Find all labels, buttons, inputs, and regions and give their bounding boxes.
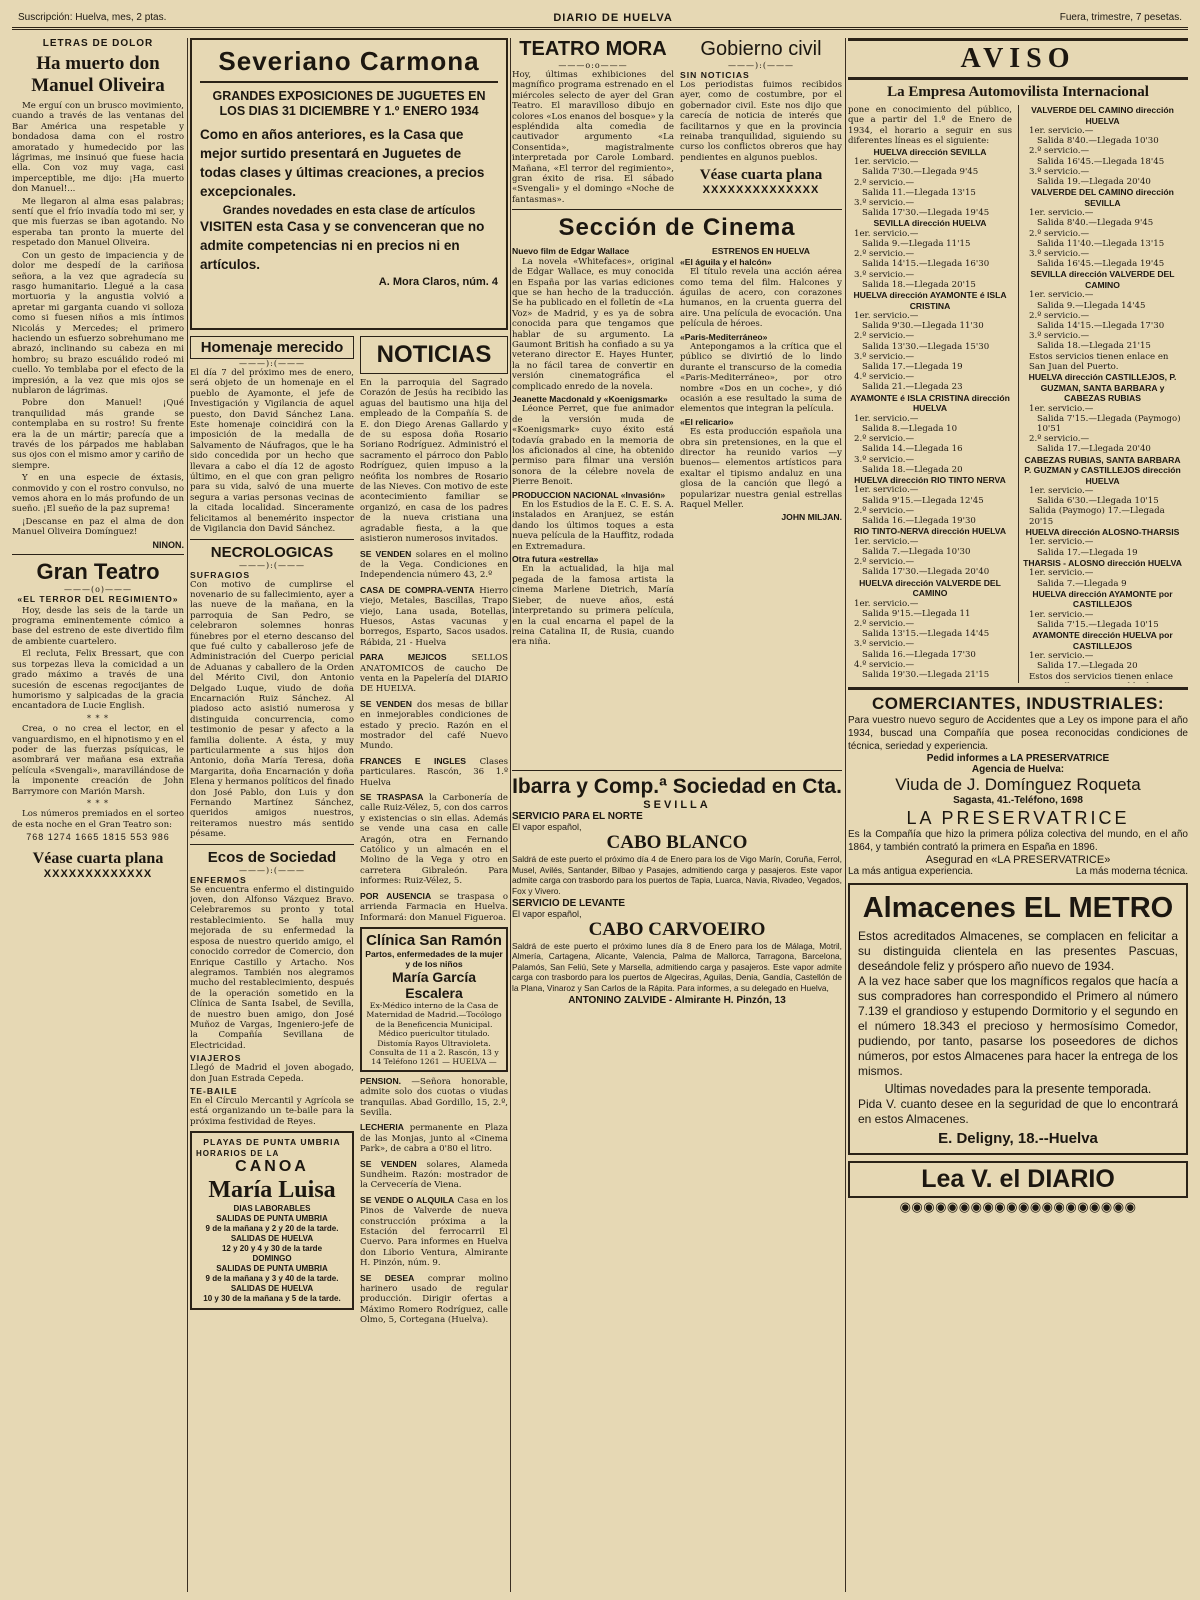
- ad-title: Severiano Carmona: [200, 46, 498, 83]
- article-body: [12, 606, 184, 831]
- schedule-line: 3.º servicio.—: [854, 639, 915, 650]
- schedule-line: 1er. servicio.—: [1029, 208, 1094, 219]
- metro-text: Pida V. cuanto desee en la seguridad de que lo encontrará en estos Almacenes.: [858, 1097, 1178, 1126]
- paragraph: ¡Descanse en paz el alma de don Manuel Oliveira Domínguez!: [12, 516, 184, 538]
- ad-line: VISITEN esta Casa y se convenceran que no admite competencias ni en precios ni en artículos.: [200, 219, 485, 272]
- route-heading: HUELVA dirección RIO TINTO NERVA: [854, 474, 1006, 485]
- boat-name: María Luisa: [208, 1177, 336, 1204]
- schedule-line: Salida 18.—Llegada 20'15: [862, 279, 976, 290]
- schedule-line: Salida 13'30.—Llegada 15'30: [862, 341, 990, 352]
- ibarra-service: SERVICIO PARA EL NORTE: [512, 811, 643, 823]
- ornament-row: ◉◉◉◉◉◉◉◉◉◉◉◉◉◉◉◉◉◉◉◉: [899, 1200, 1137, 1215]
- schedule-line: 3.º servicio.—: [1029, 331, 1090, 342]
- classified-ads: [360, 549, 508, 923]
- canoa-label: CANOA: [235, 1158, 309, 1176]
- article-kicker: TE-BAILE: [190, 1085, 238, 1096]
- schedule-line: Salida 13'15.—Llegada 14'45: [862, 629, 990, 640]
- schedule-line: 1er. servicio.—: [1029, 568, 1094, 579]
- schedule-line: 2.º servicio.—: [854, 618, 915, 629]
- preservatrice-text: Es la Compañía que hizo la primera póliza colectiva del mundo, en el año 1864, y también contrató la primera en España en 1896.: [848, 829, 1188, 853]
- insurance-address: Sagasta, 41.-Teléfono, 1698: [953, 795, 1083, 806]
- schedule-line: Salida 17'30.—Llegada 19'45: [862, 208, 990, 219]
- canoa-schedule: [190, 1131, 354, 1310]
- ad-lead: PARA MEJICOS: [360, 652, 447, 663]
- section-title: Sección de Cinema: [558, 214, 796, 242]
- schedule-line: 2.º servicio.—: [854, 505, 915, 516]
- schedule-line: 3.º servicio.—: [854, 454, 915, 465]
- article-kicker: SUFRAGIOS: [190, 569, 251, 580]
- schedule-line: DIAS LABORABLES: [233, 1204, 311, 1214]
- tagline: La más antigua experiencia.: [848, 866, 974, 877]
- schedule-line: 1er. servicio.—: [1029, 126, 1094, 136]
- divider: [512, 209, 842, 210]
- theatre-mora-article: [512, 38, 674, 205]
- schedule-left: [848, 105, 1012, 683]
- cinema-left: [512, 246, 674, 766]
- classified-ad: [360, 1159, 508, 1191]
- classified-ad: [360, 891, 508, 923]
- right-subcolumn: [360, 336, 508, 1330]
- insurance-agent: Viuda de J. Domínguez Roqueta: [895, 775, 1141, 794]
- cinema-kicker: «Paris-Mediterráneo»: [680, 331, 768, 342]
- route-heading: RIO TINTO-NERVA dirección HUELVA: [853, 526, 1007, 537]
- insurance-title: COMERCIANTES, INDUSTRIALES:: [871, 694, 1165, 713]
- paragraph: Hoy, desde las seis de la tarde un programa eminentemente cómico a base del estreno de este divertido film de ambiente cuartelero.: [12, 605, 184, 647]
- article-signature: NINON.: [152, 539, 184, 550]
- schedule-line: Salida 7.—Llegada 9: [1037, 578, 1127, 589]
- schedule-line: 2.º servicio.—: [1029, 310, 1090, 321]
- classified-ad: [360, 585, 508, 648]
- schedule-line: Salida 19.—Llegada 20'40: [1037, 177, 1151, 188]
- ad-lead: CASA DE COMPRA-VENTA: [360, 584, 475, 595]
- cinema-kicker: PRODUCCION NACIONAL «Invasión»: [512, 489, 666, 500]
- ad-lead: POR AUSENCIA: [360, 890, 432, 901]
- column-rule: [845, 38, 846, 1592]
- subscription-local: Suscripción: Huelva, mes, 2 ptas.: [18, 12, 167, 23]
- route-heading: HUELVA dirección CASTILLEJOS, P. GUZMAN, SANTA BARBARA y CABEZAS RUBIAS: [1028, 372, 1177, 404]
- insurance-ad: [848, 694, 1188, 877]
- classified-ad: [360, 792, 508, 887]
- route-heading: HUELVA dirección SEVILLA: [873, 146, 987, 157]
- article-body: El día 7 del próximo mes de enero, será objeto de un homenaje en el pueblo de Ayamonte, el jefe de Investigación y Vigilancia de aquel puesto, don David Sánchez Lana. Este homenaje coincidirá con la imposición de la medalla de Salvamento de Náufragos, que le ha sido concedida por un hecho que llevara a cabo el día 12 de agosto último, en el que con gran peligro para su vida, salvó de una muerte segura a varias personas vecinas de la citada localidad. Sinceramente felicitamos al benemérito inspector de Vigilancia don David Sánchez.: [190, 368, 354, 535]
- column-3: [512, 38, 842, 1592]
- ornament: ———o:o———: [558, 61, 628, 70]
- metro-text: Estos acreditados Almacenes, se complacen en felicitar a su distinguida clientela en las presentes Pascuas, deseándole feliz y próspero año nuevo de 1934.: [858, 929, 1178, 973]
- route-heading: HUELVA dirección AYAMONTE por CASTILLEJOS: [1032, 588, 1173, 610]
- schedule-line: SALIDAS DE HUELVA: [230, 1284, 314, 1294]
- paragraph: Crea, o no crea el lector, en el vanguardismo, en el hipnotismo y en el poder de las fuerzas psíquicas, le asombrará ver mañana esa extraña película «Svengali», maravillándose de la imponente creación de John Barrymore con Marión Marsh.: [12, 724, 184, 797]
- column-4: [848, 38, 1188, 1592]
- route-heading: SEVILLA dirección HUELVA: [873, 218, 987, 229]
- article-body: En la parroquia del Sagrado Corazón de Jesús ha recibido las aguas del bautismo una hija del empleado de la Compañía S. de E. don Diego Arenas Gallardo y de su esposa doña Rosario Soriano Rodríguez. Administró el sacramento el párroco don Pablo Rodríguez, quien impuso a la neófita los nombres de Rosario de las Nieves. Con motivo de este acontecimiento familiar se organizó, en casa de los padres de la nueva cristiana una agradable fiesta, a la que asistieron numerosos invitados.: [360, 378, 508, 545]
- ornament: ———):(———: [239, 359, 305, 368]
- ibarra-city: SEVILLA: [643, 799, 711, 812]
- ad-text: Hierro viejo, Metales, Bascillas, Trapo viejo, Lana usada, Botellas, Huesos, Astas vacunas y borregos, Esparto, Sacos usados. Rábida, 21 - Huelva: [360, 585, 508, 648]
- cinema-kicker: Otra futura «estrella»: [512, 554, 599, 565]
- classified-ad: [360, 699, 508, 752]
- schedule-intro: pone en conocimiento del público, que a partir del 1.º de Enero de 1934, el horario a seguir en sus diferentes líneas es el siguiente:: [848, 105, 1012, 147]
- divider: [848, 687, 1188, 690]
- schedule-line: 1er. servicio.—: [854, 536, 919, 547]
- schedule-line: Estos servicios tienen enlace en San Juan del Puerto.: [1029, 351, 1169, 372]
- schedule-line: 2.º servicio.—: [854, 177, 915, 188]
- metro-text: A la vez hace saber que los magníficos regalos que hacía a sus compradores han correspondido el Primero al número 7.139 el grandioso y estupendo Dormitorio y el segundo en el número 18.343 el precioso y hermosísimo Comedor, pudiendo, por tanto, pasarse los poseedores de dichos números, por estos Almacenes para hacer la entrega de los mismos.: [858, 974, 1178, 1078]
- schedule-line: Salida 9'30.—Llegada 11'30: [862, 321, 984, 332]
- article-body: Se encuentra enfermo el distinguido joven, don Alfonso Vázquez Bravo. Celebraremos su pronto y total restablecimiento. Se halla muy mejorada de su enfermedad la esposa de nuestro querido amigo, el conocido corredor de Comercio, don Enrique Castillo y Artacho. Nos alegramos. También nos alegramos mucho del restablecimiento, después de la operación sometido en la Clínica de Santa Isabel, de Sevilla, de nuestro buen amigo, don José Muñoz de Vargas, Ingeniero-jefe de la Compañía Sevillana de Electricidad.: [190, 884, 354, 1051]
- schedule-right: [1018, 105, 1182, 683]
- divider: [190, 844, 354, 845]
- metro-title: Almacenes EL METRO: [862, 892, 1174, 924]
- paragraph: Pobre don Manuel! ¡Qué tranquilidad más grande se contemplaba en su rostro! Su frente era la de un mártir; parecía que a través de los párpados me hablaban sus ojos con el mismo amor y cariño de siempre.: [12, 398, 184, 471]
- cinema-kicker: Nuevo film de Edgar Wallace: [512, 246, 630, 257]
- schedule-line: Salida 8'40.—Llegada 9'45: [1037, 218, 1154, 229]
- ad-text: solares, Alameda Sundheim. Razón: mostrador de la Cervecería de Viena.: [360, 1159, 508, 1191]
- schedule-line: 2.º servicio.—: [854, 249, 915, 260]
- ibarra-text: Saldrá de este puerto el próximo día 4 de Enero para los de Vigo Marín, Coruña, Ferrol, Musel, Avilés, Santander, Bilbao y Pasajes, admitiendo carga y pasajeros. Este vapor admite carga con trasbordo para los puertos de Tapia, Luarca, Navia, Rivadeo, Vegados, Fox y Vivero.: [512, 854, 842, 896]
- schedule-line: Salida 6'30.—Llegada 10'15: [1037, 496, 1159, 507]
- masthead: [12, 8, 1188, 30]
- ad-text: dos mesas de billar en inmejorables condiciones de estado y precio. Razón en el mostrador del café Nuevo Mundo.: [360, 699, 508, 752]
- x-row: XXXXXXXXXXXXX: [43, 868, 153, 881]
- left-subcolumn: [190, 336, 354, 1330]
- ad-lead: SE VENDEN: [360, 548, 412, 559]
- section-title: Gran Teatro: [36, 558, 160, 584]
- classified-ad: [360, 652, 508, 695]
- divider: [12, 554, 184, 555]
- paragraph: Me erguí con un brusco movimiento, cuando a través de las ventanas del Bar América una respetable y bondadosa dama con el rostro amoratado y humedecido por las lágrimas, me insinuó que fuese hacia ella. Con voz muy vaga, casi imperceptible, me dijo: ¡Ha muerto don Manuel!...: [12, 101, 184, 195]
- schedule-line: Salida 16'45.—Llegada 18'45: [1037, 156, 1165, 167]
- paragraph: Es esta producción española una obra sin pretensiones, en la que el director ha reunido varios —y buenos— elementos artísticos para exaltar el tipismo andaluz en una glosa de la canción que llegó a popularizar nuestra genial estrellas Raquel Meller.: [680, 427, 842, 511]
- paragraph: El título revela una acción aérea como tema del film. Halcones y águilas de acero, con corazones humanos, en la cruenta guerra del aire. Una película de evocación. Una película de héroes.: [680, 267, 842, 330]
- schedule-line: Salida 11.—Llegada 13'15: [862, 187, 976, 198]
- clinic-subtitle: Partos, enfermedades de la mujer y de los niños: [365, 948, 503, 969]
- schedule-line: 1er. servicio.—: [1029, 403, 1094, 414]
- paragraph: Antepongamos a la crítica que el público se divirtió de lo lindo durante el transcurso de la comedia «Paris-Mediterráneo», por otro nombre «Dos en un coche», y dió ocasión a ese resultado la suma de elementos que integran la película.: [680, 341, 842, 415]
- schedule-line: 1er. servicio.—: [854, 485, 919, 496]
- article-body: Llegó de Madrid el joven abogado, don Juan Estrada Cepeda.: [190, 1063, 354, 1084]
- schedule-line: Salida 7.—Llegada 10'30: [862, 546, 971, 557]
- schedule-line: 2.º servicio.—: [1029, 146, 1090, 157]
- ibarra-agent: ANTONINO ZALVIDE - Almirante H. Pinzón, 13: [568, 994, 786, 1006]
- schedule-line: Salida 17.—Llegada 20: [1037, 661, 1138, 672]
- schedule-heading: PLAYAS DE PUNTA UMBRIA: [203, 1137, 341, 1148]
- paragraph: La novela «Whitefaces», original de Edgar Wallace, es muy conocida en España por las varias ediciones que se han hecho de la traducción. Se ha publicado en el folletín de «La Voz» de Madrid, y es ya de sobra conocida para que tengamos que hablar de su argumento. La Gaumont British ha confiado a su ya veterano director E. Hayes Hunter, la no fácil tarea de convertir en versión cinematográfica el complicado enredo de la novela.: [512, 256, 674, 392]
- toy-ad: [190, 38, 508, 330]
- article-kicker: VIAJEROS: [190, 1053, 242, 1064]
- schedule-kicker: HORARIOS DE LA: [196, 1149, 280, 1159]
- cinema-kicker: Jeanette Macdonald y «Koenigsmark»: [512, 393, 668, 404]
- ad-text: comprar molino harinero usado de regular producción. Dirigir ofertas a Máximo Romero Rodríguez, calle Olmo, 5, Cortegana (Huelva).: [360, 1273, 508, 1326]
- schedule-line: Salida (Paymogo) 17.—Llegada 20'15: [1029, 506, 1165, 527]
- schedule-line: Salida 8'40.—Llegada 10'30: [1037, 136, 1159, 147]
- column-rule: [187, 38, 188, 1592]
- ad-lead: SE VENDE O ALQUILA: [360, 1194, 455, 1205]
- cinema-kicker: «El águila y el halcón»: [680, 256, 772, 267]
- ad-text: permanente en Plaza de las Monjas, junto al «Cinema Park», de cabra a 0'80 el litro.: [360, 1123, 508, 1155]
- schedule-line: Salida 17'30.—Llegada 20'40: [862, 567, 990, 578]
- schedule-line: SALIDAS DE PUNTA UMBRIA: [216, 1264, 328, 1274]
- schedule-line: 4.º servicio.—: [854, 372, 915, 383]
- ornament: * * *: [86, 713, 110, 723]
- schedule-line: Salida 18.—Llegada 20: [862, 464, 963, 475]
- ad-lead: SE VENDEN: [360, 1158, 417, 1169]
- schedule-line: 1er. servicio.—: [854, 157, 919, 168]
- schedule-line: Salida 17.—Llegada 19: [1037, 547, 1138, 558]
- schedule-line: Salida 11'40.—Llegada 13'15: [1037, 238, 1165, 249]
- ship-name: CABO CARVOEIRO: [588, 918, 766, 940]
- schedule-line: 1er. servicio.—: [1029, 609, 1094, 620]
- preservatrice-taglines: [848, 866, 1188, 877]
- schedule-line: 1er. servicio.—: [854, 598, 919, 609]
- cinema-section: [512, 246, 842, 766]
- route-heading: AYAMONTE é ISLA CRISTINA dirección HUELVA: [850, 392, 1010, 414]
- classified-ad: [360, 1122, 508, 1154]
- ad-lead: SE DESEA: [360, 1272, 415, 1283]
- schedule-line: 3.º servicio.—: [854, 351, 915, 362]
- cinema-right: [680, 246, 842, 766]
- ad-text: Clases particulares. Rascón, 36 1.º Huelva: [360, 756, 508, 788]
- ibarra-ad: [512, 775, 842, 1006]
- ad-lead: FRANCES E INGLES: [360, 755, 466, 766]
- classified-ad: [360, 756, 508, 788]
- ad-text: —Señora honorable, admite solo dos cuotas o viudas tranquilas. Abad Gordillo, 15, 2.º, Sevilla.: [360, 1076, 508, 1118]
- schedule-line: 2.º servicio.—: [1029, 434, 1090, 445]
- see-page-four: Véase cuarta plana: [699, 167, 823, 184]
- article-kicker: ENFERMOS: [190, 874, 247, 885]
- ad-lead: SE TRASPASA: [360, 792, 424, 803]
- paragraph: Con un gesto de impaciencia y de dolor me despedí de la cariñosa señora, a la vez que agradecía su rasgo humanitario. Llegué a la casa mortuoria y la angustia volvió a apretar mi garganta cuando vi solloza como si fuesen niños a mis íntimos Nicolás y Mercedes; el primero haciendo un esfuerzo sobrehumano me abrazó, inclinando su cabeza en mi hombro; su brazo escuálido rodeó mi cuello. Yo temblaba por el efecto de la impresión, a la vez que mis ojos se nublaron de lágrimas.: [12, 250, 184, 396]
- classified-ads: [360, 1076, 508, 1326]
- route-heading: SEVILLA dirección VALVERDE DEL CAMINO: [1030, 269, 1175, 290]
- tagline: La más moderna técnica.: [1075, 866, 1188, 877]
- ornament: ———):(———: [239, 865, 305, 875]
- schedule-line: Salida 21.—Llegada 23: [862, 382, 963, 393]
- schedule-line: 4.º servicio.—: [854, 659, 915, 670]
- paragraph: En la actualidad, la hija mal pegada de la famosa artista la cinema Marlene Dietrich, María Sieber, de nueve años, está interpretando su primera película, en la cual encarna el papel de la reina Catalina II, de Rusia, cuando era niña.: [512, 564, 674, 648]
- schedule-line: Salida 7'30.—Llegada 9'45: [862, 167, 979, 178]
- schedule-line: 9 de la mañana y 2 y 20 de la tarde.: [205, 1224, 339, 1234]
- paragraph: Léonce Perret, que fue animador de la versión muda de «Koenigsmark» cuyo éxito está todavía grabado en la memoria de los aficionados al cine, ha obtenido permiso para filmar una versión sonora de la célebre novela de Pierre Benoit.: [512, 404, 674, 488]
- route-heading: VALVERDE DEL CAMINO dirección SEVILLA: [1031, 187, 1174, 208]
- diario-slogan: Lea V. el DIARIO: [921, 1165, 1115, 1193]
- schedule-lines: [196, 1204, 348, 1304]
- column-2: [190, 38, 508, 1592]
- ad-text: SELLOS ANATOMICOS de caucho De venta en la Papelería del DIARIO DE HUELVA.: [360, 653, 508, 695]
- article-body: Con motivo de cumplirse el novenario de su fallecimiento, ayer a las nueve de la mañana, en la parroquia de San Pedro, se celebraron solemnes honras fúnebres por el eterno descanso del que fué culto y caballeroso jefe de Administración del Cuerpo pericial de Aduanas y caballero de la Orden del Mérito Civil, don Antonio Delgado Luque, viudo de doña Encarnación Ruiz Sánchez. Al piadoso acto asistió numerosa y distinguida concurrencia, como testimonio de pesar y afecto a la familia doliente. A ésta, y muy particularmente a sus hijos don Antonio, doña María Teresa, doña Margarita, doña Encarnación y doña Elena y hermanos políticos del finado don José Pablo, don Luis y don Fernando Martínez Sánchez, queridos amigos nuestros, reiteramos nuestro más sentido pésame.: [190, 579, 354, 840]
- schedule-line: 12 y 20 y 4 y 30 de la tarde: [221, 1244, 323, 1254]
- cinema-kicker: «El relicario»: [680, 416, 734, 427]
- ad-text: Casa en los Pinos de Valverde de nueva construcción próxima a la Estación del ferrocarril El Cuervo. Para informes en Huelva don Liborio Ventura, Almirante H. Pinzón, núm. 9.: [360, 1195, 508, 1269]
- clinic-details: Ex-Médico interno de la Casa de Maternidad de Madrid.—Tocólogo de la Beneficencia Municipal. Médico puericultor titulado. Distomía Rayos Ultravioleta. Consulta de 11 a 2. Rascón, 13 y 14 Teléfono 1261 — HUELVA —: [366, 1000, 502, 1067]
- article-body: Los periodistas fuimos recibidos ayer, como de costumbre, por el gobernador civil. Este nos dijo que carecía de noticia de interés que facilitarnos y que en la provincia reinaba tranquilidad, siguiendo su curso los conflictos obreros que hay pendientes en algunos pueblos.: [680, 80, 842, 163]
- schedule-line: 1er. servicio.—: [854, 311, 919, 322]
- schedule-line: Salida 9.—Llegada 14'45: [1037, 300, 1146, 311]
- ad-lead: PENSION.: [360, 1075, 402, 1086]
- diario-ad: [848, 1161, 1188, 1198]
- subscription-outside: Fuera, trimestre, 7 pesetas.: [1059, 12, 1182, 23]
- x-row: XXXXXXXXXXXXXX: [702, 184, 820, 197]
- metro-address: E. Deligny, 18.--Huelva: [938, 1130, 1098, 1147]
- schedule-line: 2.º servicio.—: [854, 557, 915, 568]
- ibarra-vessel-label: El vapor español,: [512, 908, 582, 919]
- schedule-line: 3.º servicio.—: [854, 197, 915, 208]
- schedule-line: Salida 16.—Llegada 19'30: [862, 516, 976, 527]
- divider: [512, 770, 842, 771]
- preservatrice-line: Asegurad en «LA PRESERVATRICE»: [925, 854, 1111, 866]
- route-heading: THARSIS - ALOSNO dirección HUELVA: [1023, 557, 1182, 568]
- route-heading: HUELVA dirección ALOSNO-THARSIS: [1025, 526, 1180, 537]
- clinic-ad: [360, 927, 508, 1072]
- section-title: Ecos de Sociedad: [207, 848, 337, 866]
- notice-title: AVISO: [848, 38, 1188, 80]
- schedule-line: 1er. servicio.—: [1029, 290, 1094, 301]
- route-heading: HUELVA dirección AYAMONTE é ISLA CRISTINA: [853, 290, 1007, 311]
- route-heading: HUELVA dirección VALVERDE DEL CAMINO: [859, 577, 1001, 599]
- schedule-line: SALIDAS DE HUELVA: [230, 1234, 314, 1244]
- article-body: En el Círculo Mercantil y Agrícola se está organizando un te-baile para la próxima festividad de Reyes.: [190, 1095, 354, 1127]
- paragraph: Y en una especie de éxtasis, conmovido y con el rostro convulso, no vemos ahora en lo más profundo de un sueño. ¡El sueño de la paz suprema!: [12, 473, 184, 515]
- paragraph: En los Estudios de la E. C. E. S. A. instalados en Aranjuez, se están dando los últimos toques a esta nueva película de la Hauffitz, rodada en Extremadura.: [512, 500, 674, 552]
- schedule-line: Salida 16.—Llegada 17'30: [862, 649, 976, 660]
- schedule-line: Salida 14'15.—Llegada 16'30: [862, 259, 990, 270]
- ad-lead: SE VENDEN: [360, 698, 412, 709]
- schedule-line: 9 de la mañana y 3 y 40 de la tarde.: [205, 1274, 339, 1284]
- schedule-line: Salida 16'45.—Llegada 19'45: [1037, 259, 1165, 270]
- schedule-line: 3.º servicio.—: [854, 269, 915, 280]
- metro-ad: [848, 883, 1188, 1155]
- schedule-line: Salida 14'15.—Llegada 17'30: [1037, 321, 1165, 332]
- schedule-line: Salida 7'15.—Llegada 10'15: [1037, 619, 1159, 630]
- section-title: NOTICIAS: [360, 336, 508, 374]
- schedule-line: Salida 8.—Llegada 10: [862, 423, 958, 434]
- schedule-line: Salida 17.—Llegada 19: [862, 362, 963, 373]
- ad-subtitle: GRANDES EXPOSICIONES DE JUGUETES EN LOS DIAS 31 DICIEMBRE Y 1.º ENERO 1934: [212, 89, 486, 118]
- newspaper-page: [12, 8, 1188, 1592]
- article-kicker: «EL TERROR DEL REGIMIENTO»: [17, 593, 179, 604]
- section-title: TEATRO MORA: [519, 38, 667, 60]
- article-kicker: SIN NOTICIAS: [680, 70, 750, 80]
- lottery-numbers: 768 1274 1665 1815 553 986: [26, 832, 170, 843]
- column-rule: [510, 38, 511, 1592]
- schedule-line: Salida 7'15.—Llegada (Paymogo) 10'51: [1037, 413, 1181, 434]
- ibarra-title: Ibarra y Comp.ª Sociedad en Cta.: [512, 775, 842, 799]
- schedule-line: 1er. servicio.—: [1029, 486, 1094, 497]
- schedule-line: 1er. servicio.—: [854, 413, 919, 424]
- newspaper-name: DIARIO DE HUELVA: [553, 11, 673, 24]
- ad-lead: LECHERIA: [360, 1122, 404, 1133]
- ad-text: se traspasa o arrienda Farmacia en Huelva. Informará: don Manuel Figueroa.: [360, 891, 508, 923]
- article-title: Ha muerto don Manuel Oliveira: [31, 53, 165, 96]
- ibarra-service: SERVICIO DE LEVANTE: [512, 897, 625, 909]
- insurance-pedid: Pedid informes a LA PRESERVATRICE: [926, 753, 1110, 764]
- route-heading: CABEZAS RUBIAS, SANTA BARBARA P. GUZMAN y CASTILLEJOS dirección HUELVA: [1024, 454, 1181, 486]
- schedule-line: Salida 9.—Llegada 11'15: [862, 239, 971, 250]
- schedule-line: 1er. servicio.—: [1029, 537, 1094, 548]
- article-kicker: LETRAS DE DOLOR: [42, 38, 154, 49]
- section-title: NECROLOGICAS: [210, 543, 334, 561]
- cinema-kicker: ESTRENOS EN HUELVA: [711, 246, 811, 257]
- article-body: Hoy, últimas exhibiciones del magnífico programa estrenado en el miércoles selecto de ayer del Gran Teatro. El maravilloso dibujo en colores «Los enanos del bosque» y la espléndida alta comedia de cautivador argumento «La Consentida», magistralmente interpretada por Carole Lombard. Mañana, «El terror del regimiento», gran éxito de risa. El sábado «Svengali» y el domingo «Noche de fantasmas».: [512, 70, 674, 205]
- classified-ad: [360, 1273, 508, 1326]
- schedule-line: Salida 19'30.—Llegada 21'15: [862, 669, 990, 680]
- ad-address: A. Mora Claros, núm. 4: [378, 276, 498, 288]
- ibarra-text: Saldrá de este puerto el próximo lunes día 8 de Enero para los de Málaga, Motril, Almería, Cartagena, Alicante, Valencia, Palma de Mallorca, Tarragona, Barcelona, Palamós, San Feliú, Sete y Marsella, admitiendo carga y pasajeros. Este vapor admite carga con trasbordo para los puertos de Algeciras, Aguilas, Denia, Gandía, Castellón de la Plana, Vinaroz y San Carlos de la Rápita. Para informes, a su delegado en Huelva,: [512, 940, 842, 993]
- clinic-doctor: María García Escalera: [391, 968, 477, 1001]
- schedule-line: Estos dos servicios tienen enlace: [1029, 671, 1173, 682]
- schedule-line: 2.º servicio.—: [1029, 228, 1090, 239]
- preservatrice-title: LA PRESERVATRICE: [906, 808, 1130, 828]
- paragraph: Los números premiados en el sorteo de esta noche en el Gran Teatro son:: [12, 809, 184, 830]
- ornament: ———):(———: [728, 61, 794, 70]
- schedule-line: 3.º servicio.—: [1029, 166, 1090, 177]
- schedule-line: 1er. servicio.—: [1029, 651, 1094, 662]
- ad-text: la Carbonería de calle Ruiz-Vélez, 5, con dos carros y existencias o sin ellas. Además se vende una casa en calle Aragón, otra en Fernando Católico y un almacén en el Molino de la Vega y otro en carretera Gibraleón. Para informes: Ruiz-Vélez, 5.: [360, 793, 508, 887]
- government-article: [680, 38, 842, 205]
- route-heading: VALVERDE DEL CAMINO dirección HUELVA: [1031, 105, 1174, 126]
- schedule-line: 2.º servicio.—: [854, 434, 915, 445]
- schedule-line: 10 y 30 de la mañana y 5 de la tarde.: [203, 1294, 341, 1304]
- ad-text: solares en el molino de la Vega. Condiciones en Independencia número 43, 2.º: [360, 549, 508, 581]
- schedule-line: 3.º servicio.—: [1029, 249, 1090, 260]
- classified-ad: [360, 1195, 508, 1269]
- ornament: ———):(———: [239, 560, 305, 570]
- classified-ad: [360, 1076, 508, 1119]
- section-title: Homenaje merecido: [190, 336, 354, 359]
- cinema-signature: JOHN MILJAN.: [781, 512, 842, 523]
- schedule-line: DOMINGO: [252, 1254, 292, 1264]
- ornament: * * *: [86, 798, 110, 808]
- schedule-line: 2.º servicio.—: [854, 331, 915, 342]
- schedule-line: Salida 9'15.—Llegada 11: [862, 608, 971, 619]
- bus-schedule: [848, 105, 1188, 683]
- schedule-line: Salida 17.—Llegada 20'40: [1037, 444, 1151, 455]
- divider: [190, 539, 354, 540]
- ad-body: Como en años anteriores, es la Casa que mejor surtido presentará en Juguetes de todas clases y últimas creaciones, a precios excepcionales.: [200, 127, 485, 199]
- column-1: [12, 38, 184, 1592]
- schedule-line: Salida 18.—Llegada 21'15: [1037, 341, 1151, 352]
- bus-company: La Empresa Automovilista Internacional: [887, 84, 1149, 100]
- ship-name: CABO BLANCO: [606, 832, 748, 854]
- see-page-four: Véase cuarta plana: [32, 850, 164, 868]
- schedule-line: Salida 14.—Llegada 16: [862, 444, 963, 455]
- ad-line: Grandes novedades en esta clase de artículos: [222, 205, 476, 217]
- schedule-line: 1er. servicio.—: [854, 228, 919, 239]
- paragraph: Me llegaron al alma esas palabras; sentí que el frío invadía todo mi ser, y que mis fuerzas se iban agotando. No esperaba tan pronto la muerte del respetado don Manuel Oliveira.: [12, 196, 184, 249]
- metro-text: Ultimas novedades para la presente temporada.: [884, 1082, 1152, 1096]
- article-body: [12, 101, 184, 538]
- paragraph: El recluta, Felix Bressart, que con sus torpezas lleva la comicidad a un grado máximo a través de una sucesión de escenas regocijantes de humorismo y salpicadas de la gracia encantadora de Lucie English.: [12, 649, 184, 712]
- section-title: Gobierno civil: [700, 38, 822, 60]
- insurance-text: Para vuestro nuevo seguro de Accidentes que a Ley os impone para el año 1934, buscad una Compañía que posea reconocidas condiciones de técnica, seriedad y experiencia.: [848, 715, 1188, 752]
- schedule-line: SALIDAS DE PUNTA UMBRIA: [216, 1214, 328, 1224]
- schedule-line: Salida 9'15.—Llegada 12'45: [862, 495, 984, 506]
- ornament: ———(o)———: [63, 584, 133, 594]
- clinic-title: Clínica San Ramón: [366, 931, 502, 949]
- ibarra-vessel-label: El vapor español,: [512, 822, 582, 833]
- insurance-agency: Agencia de Huelva:: [971, 764, 1065, 775]
- classified-ad: [360, 549, 508, 581]
- route-heading: AYAMONTE dirección HUELVA por CASTILLEJOS: [1032, 630, 1173, 651]
